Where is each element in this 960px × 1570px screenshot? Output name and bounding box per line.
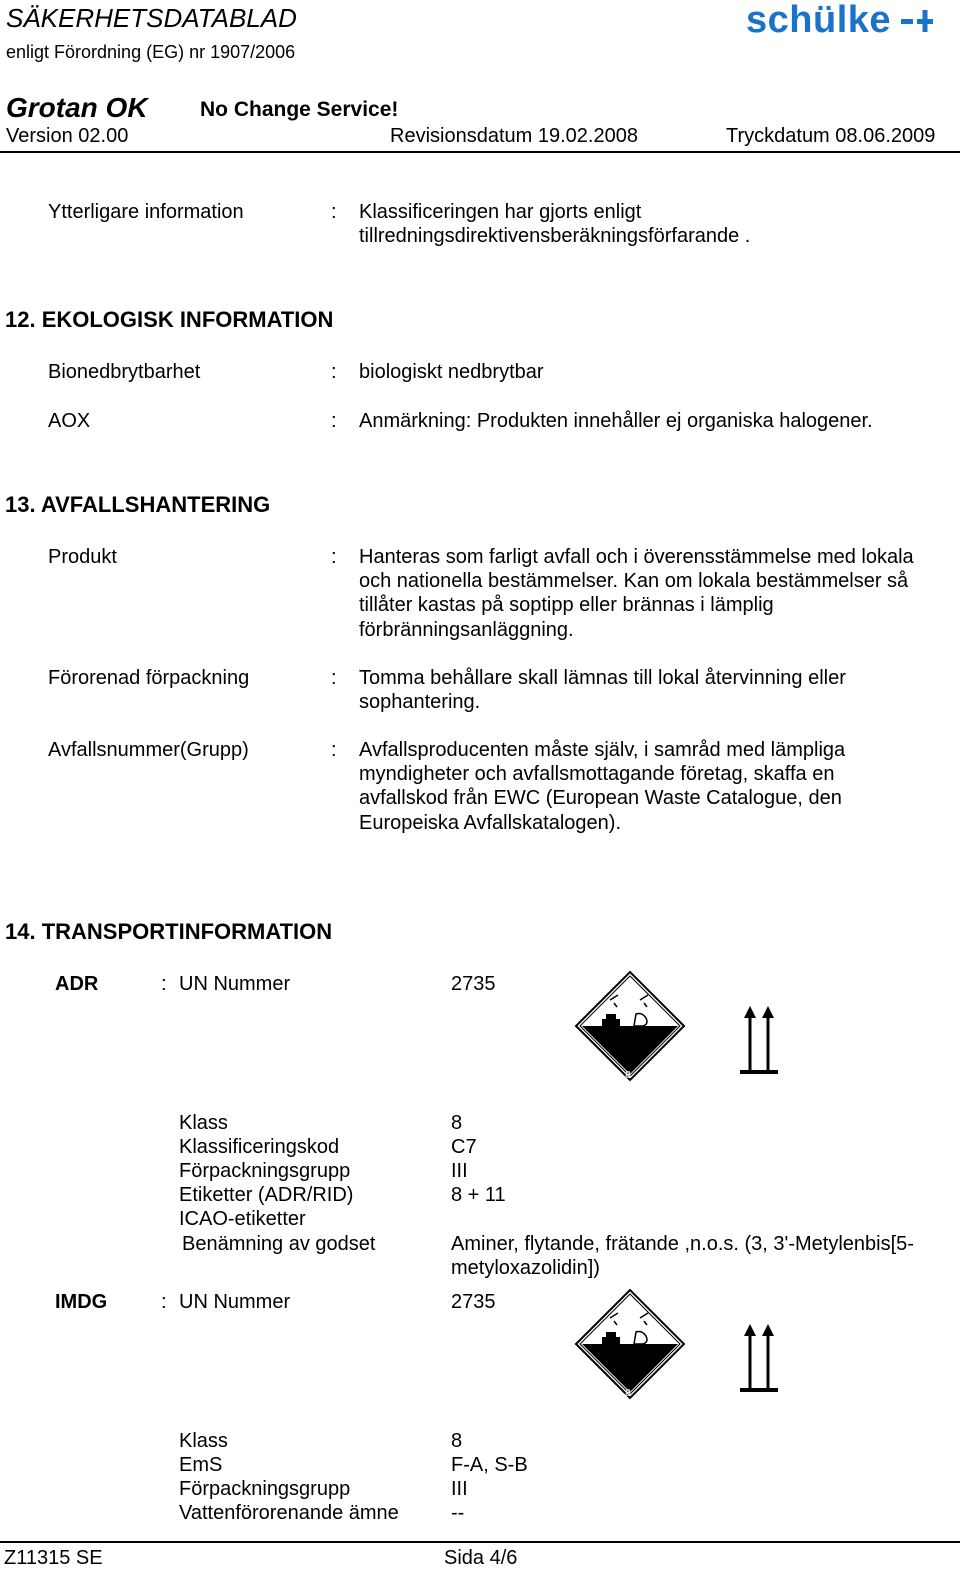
shipping-name-value: Aminer, flytande, frätande ,n.o.s. (3, 3'-Metylenbis[5-metyloxazolidin]): [451, 1233, 914, 1280]
adr-classification-code-label: Klassificeringskod: [179, 1136, 340, 1158]
imdg-pictograms: [574, 1288, 789, 1403]
biodegradability-label: Bionedbrytbarhet: [48, 361, 201, 383]
adr-un-value: 2735: [451, 973, 496, 995]
waste-product-label: Produkt: [48, 546, 117, 568]
header-rule: [0, 151, 960, 153]
schulke-logo: [746, 0, 935, 40]
orientation-arrows-icon: [740, 1324, 778, 1392]
revision-date: Revisionsdatum 19.02.2008: [390, 125, 638, 147]
imdg-un-label: UN Nummer: [179, 1291, 291, 1313]
ems-value: F-A, S-B: [451, 1454, 528, 1476]
adr-code: ADR: [55, 973, 99, 995]
adr-packing-group-value: III: [451, 1160, 468, 1182]
document-code: Z11315 SE: [4, 1547, 103, 1569]
shipping-name-label: Benämning av godset: [182, 1233, 376, 1255]
adr-un-label: UN Nummer: [179, 973, 291, 995]
additional-info-label: Ytterligare information: [48, 201, 244, 223]
imdg-un-value: 2735: [451, 1291, 496, 1313]
regulation-subtitle: enligt Förordning (EG) nr 1907/2006: [6, 42, 296, 62]
adr-labels-value: 8 + 11: [451, 1184, 506, 1206]
svg-text:8: 8: [625, 1388, 631, 1399]
additional-info-value-cont: tillredningsdirektivensberäkningsförfarande .: [359, 225, 751, 247]
additional-info-colon: :: [331, 201, 337, 223]
adr-class-value: 8: [451, 1112, 463, 1134]
adr-classification-code-value: C7: [451, 1136, 477, 1158]
product-name: Grotan OK: [6, 92, 148, 123]
aox-value: Anmärkning: Produkten innehåller ej organiska halogener.: [359, 410, 873, 432]
waste-number-colon: :: [331, 739, 337, 761]
footer-rule: [0, 1541, 960, 1543]
corrosive-diamond-icon: [576, 972, 684, 1081]
adr-labels-label: Etiketter (ADR/RID): [179, 1184, 354, 1206]
biodegradability-colon: :: [331, 361, 337, 383]
corrosive-diamond-icon: [576, 1290, 684, 1399]
aox-label: AOX: [48, 410, 91, 432]
waste-number-label: Avfallsnummer(Grupp): [48, 739, 249, 761]
section-12-title: 12. EKOLOGISK INFORMATION: [5, 307, 334, 332]
imdg-packing-group-value: III: [451, 1478, 468, 1500]
water-pollutant-label: Vattenförorenande ämne: [179, 1502, 399, 1524]
imdg-packing-group-label: Förpackningsgrupp: [179, 1478, 351, 1500]
adr-packing-group-label: Förpackningsgrupp: [179, 1160, 351, 1182]
print-date: Tryckdatum 08.06.2009: [726, 125, 936, 147]
icao-labels-label: ICAO-etiketter: [179, 1208, 306, 1230]
logo-mark-icon: [901, 8, 935, 34]
svg-text:8: 8: [625, 1070, 631, 1081]
brand-name: schülke: [746, 0, 892, 41]
version: Version 02.00: [6, 125, 129, 147]
imdg-colon: :: [161, 1291, 167, 1313]
contaminated-packaging-value: Tomma behållare skall lämnas till lokal återvinning eller sophantering.: [359, 667, 846, 714]
additional-info-value: Klassificeringen har gjorts enligt: [359, 201, 642, 223]
page-number: Sida 4/6: [444, 1547, 518, 1569]
ems-label: EmS: [179, 1454, 223, 1476]
imdg-class-value: 8: [451, 1430, 463, 1452]
section-14-title: 14. TRANSPORTINFORMATION: [5, 919, 333, 944]
document-title: SÄKERHETSDATABLAD: [6, 3, 297, 33]
biodegradability-value: biologiskt nedbrytbar: [359, 361, 544, 383]
waste-number-value: Avfallsproducenten måste själv, i samråd med lämpliga myndigheter och avfallsmottagande företag, skaffa en avfallskod från EWC (European Waste Catalogue, den Europeiska Avfallskatalogen).: [359, 739, 846, 834]
imdg-class-label: Klass: [179, 1430, 228, 1452]
aox-colon: :: [331, 410, 337, 432]
waste-product-colon: :: [331, 546, 337, 568]
waste-product-value: Hanteras som farligt avfall och i överensstämmelse med lokala och nationella bestämmelser. Kan om lokala bestämmelser så tillåter kastas på soptipp eller brännas i lämplig förbränningsanläggning.: [359, 546, 914, 641]
section-13-title: 13. AVFALLSHANTERING: [5, 492, 271, 517]
water-pollutant-value: --: [451, 1502, 465, 1524]
adr-colon: :: [161, 973, 167, 995]
imdg-code: IMDG: [55, 1291, 108, 1313]
no-change-service: No Change Service!: [200, 98, 399, 121]
contaminated-packaging-label: Förorenad förpackning: [48, 667, 250, 689]
orientation-arrows-icon: [740, 1006, 778, 1074]
adr-pictograms: [574, 970, 789, 1085]
contaminated-packaging-colon: :: [331, 667, 337, 689]
adr-class-label: Klass: [179, 1112, 228, 1134]
